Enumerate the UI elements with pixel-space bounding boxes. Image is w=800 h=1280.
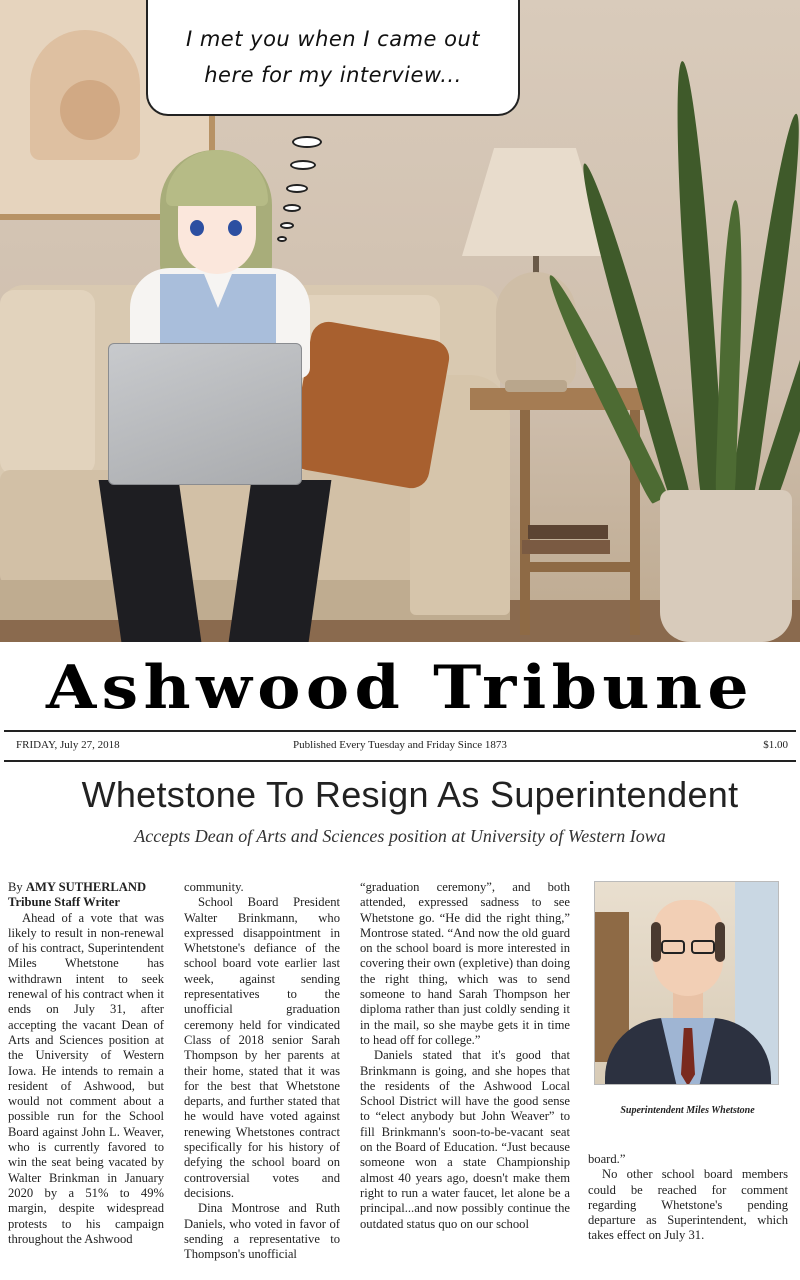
thought-dot <box>283 204 301 212</box>
books <box>528 525 608 539</box>
throw-pillow <box>288 319 452 491</box>
superintendent-photo <box>594 881 779 1085</box>
article-paragraph: School Board President Walter Brinkmann, who expressed disappointment in Whetstone's defiance of the school board vote earlier last week, against sending representatives to the unofficial graduation ceremony held for vindicated Class of 2018 senior Sarah Thompson by her parents at their home, stated that it was for the best that Whetstone departs, and further stated that he would have voted against renewing Whetstones contract specifically for his history of defying the school board on controversial votes and decisions. <box>184 895 340 1200</box>
thought-dot <box>277 236 287 242</box>
article-paragraph: Dina Montrose and Ruth Daniels, who voted in favor of sending a representative to Thompson's unofficial <box>184 1201 340 1262</box>
speech-line-2: here for my interview... <box>204 63 462 87</box>
masthead-rule-top <box>4 730 796 732</box>
byline: By AMY SUTHERLAND <box>8 880 147 894</box>
speech-bubble <box>146 0 520 116</box>
speech-line-1: I met you when I came out <box>185 27 481 51</box>
photo-caption: Superintendent Miles Whetstone <box>620 1105 755 1116</box>
article-paragraph: board.” <box>588 1152 626 1166</box>
article-paragraph: “graduation ceremony”, and both attended, expressed sadness to see Whetstone go. “He did the right thing,” Montrose stated. “And now the old guard on the school board is more interested in covering their own (expletive) than doing the right thing, which was to send someone to hand Sarah Thompson her diploma rather than just coldly sending it in the mail, so she maybe gets it in time to head off for college.” <box>360 880 570 1047</box>
thought-dot <box>280 222 294 229</box>
headline: Whetstone To Resign As Superintendent <box>81 774 739 815</box>
article-column-4 <box>588 1152 788 1244</box>
article-paragraph: community. <box>184 880 244 894</box>
subheadline: Accepts Dean of Arts and Sciences position at University of Western Iowa <box>134 826 666 846</box>
thought-dot <box>286 184 308 193</box>
article-column-2 <box>184 880 340 1262</box>
article-paragraph: Daniels stated that it's good that Brinkmann is going, and she hopes that the residents of the Ashwood Local School District will have the good sense to “elect anybody but John Weaver” to fill Brinkmann's soon-to-be-vacant seat on the Board of Education. “Just because someone won a state Championship almost 40 years ago, doesn't make them right to run a water faucet, let alone be a principal...and now possibly continue the outdated status quo on our school <box>360 1048 570 1231</box>
laptop <box>108 343 302 485</box>
publication-schedule: Published Every Tuesday and Friday Since 1873 <box>293 739 507 751</box>
article-paragraph: Ahead of a vote that was likely to result in non-renewal of his contract, Superintendent Miles Whetstone has withdrawn intent to seek renewal of his contract when it ends on July 31, after accepting the vacant Dean of Arts and Sciences position at the University of Western Iowa. He intends to remain a resident of Ashwood, but would not comment about a possible run for the School Board against John L. Weaver, who is currently favored to win the seat being vacated by Walter Brinkman in January 2020 by a 51% to 49% margin, despite widespread protests to his campaign throughout the Ashwood <box>8 910 164 1246</box>
issue-date: FRIDAY, July 27, 2018 <box>16 739 120 751</box>
article-paragraph: No other school board members could be reached for comment regarding Whetstone's pending departure as Superintendent, which takes effect on July 31. <box>588 1167 788 1243</box>
newspaper-page <box>0 642 800 1280</box>
masthead: Ashwood Tribune <box>45 653 754 723</box>
issue-price: $1.00 <box>763 739 788 751</box>
article-column-1 <box>8 880 164 1247</box>
plant-pot <box>660 490 792 642</box>
byline-title: Tribune Staff Writer <box>8 895 120 910</box>
article-column-3 <box>360 880 570 1232</box>
thought-dot <box>290 160 316 170</box>
masthead-rule-bottom <box>4 760 796 762</box>
thought-dot <box>292 136 322 148</box>
